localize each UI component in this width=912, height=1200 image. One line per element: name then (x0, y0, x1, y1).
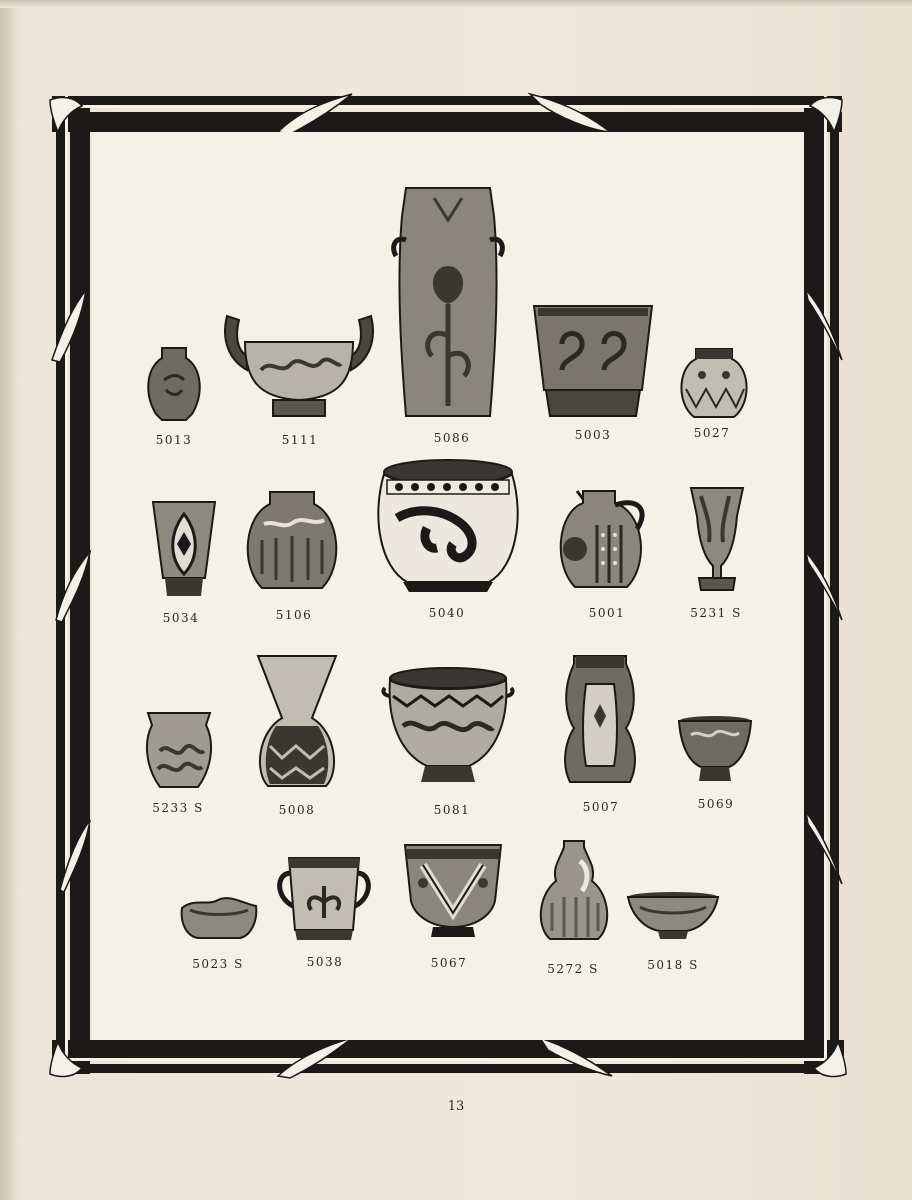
item-label: 5007 (582, 800, 620, 814)
gourd-vase-icon (538, 839, 610, 943)
page-number: 13 (447, 1099, 465, 1114)
item-5003 (532, 304, 654, 418)
item-5038 (273, 856, 375, 942)
item-5023S (180, 896, 258, 942)
item-label: 5111 (281, 433, 319, 447)
large-bowl-icon (377, 458, 519, 594)
item-5106 (244, 490, 340, 594)
item-label: 5069 (697, 797, 735, 811)
shallow-bowl-icon (626, 891, 720, 941)
item-label: 5008 (278, 803, 316, 817)
tall-vase-icon (390, 186, 506, 420)
item-label: 5018 S (647, 958, 699, 972)
item-label: 5038 (306, 955, 344, 969)
item-label: 5013 (155, 433, 193, 447)
item-label: 5003 (574, 428, 612, 442)
item-5040 (377, 458, 519, 594)
item-label: 5034 (162, 611, 200, 625)
dish-icon (180, 896, 258, 942)
item-label: 5233 S (152, 801, 204, 815)
footed-bowl-icon (381, 666, 515, 784)
handled-bowl-icon (221, 310, 377, 420)
item-5001 (553, 489, 657, 593)
item-5069 (677, 715, 753, 783)
trumpet-vase-icon (256, 654, 338, 790)
item-5067 (403, 843, 503, 939)
footed-planter-icon (532, 304, 654, 418)
small-jar-icon (144, 711, 214, 791)
two-handled-cup-icon (273, 856, 375, 942)
beaker-vase-icon (151, 500, 217, 600)
item-label: 5272 S (547, 962, 599, 976)
ovoid-jar-icon (244, 490, 340, 594)
item-5081 (381, 666, 515, 784)
item-5231S (689, 486, 745, 592)
item-5013 (144, 344, 204, 424)
item-label: 5001 (588, 606, 626, 620)
goblet-vase-icon (689, 486, 745, 592)
squat-jar-icon (678, 347, 750, 421)
item-5272S (538, 839, 610, 943)
item-label: 5040 (428, 606, 466, 620)
item-5086 (390, 186, 506, 420)
planter-icon (403, 843, 503, 939)
item-5027 (678, 347, 750, 421)
item-5034 (151, 500, 217, 600)
item-5018S (626, 891, 720, 941)
item-label: 5023 S (192, 957, 244, 971)
item-5008 (256, 654, 338, 790)
jar-icon (144, 344, 204, 424)
jug-icon (553, 489, 657, 593)
item-5111 (221, 310, 377, 420)
item-label: 5027 (693, 426, 731, 440)
item-5233S (144, 711, 214, 791)
item-label: 5067 (430, 956, 468, 970)
item-5007 (560, 654, 640, 786)
waisted-vase-icon (560, 654, 640, 786)
item-label: 5086 (433, 431, 471, 445)
item-label: 5081 (433, 803, 471, 817)
item-label: 5106 (275, 608, 313, 622)
item-label: 5231 S (690, 606, 742, 620)
small-bowl-icon (677, 715, 753, 783)
